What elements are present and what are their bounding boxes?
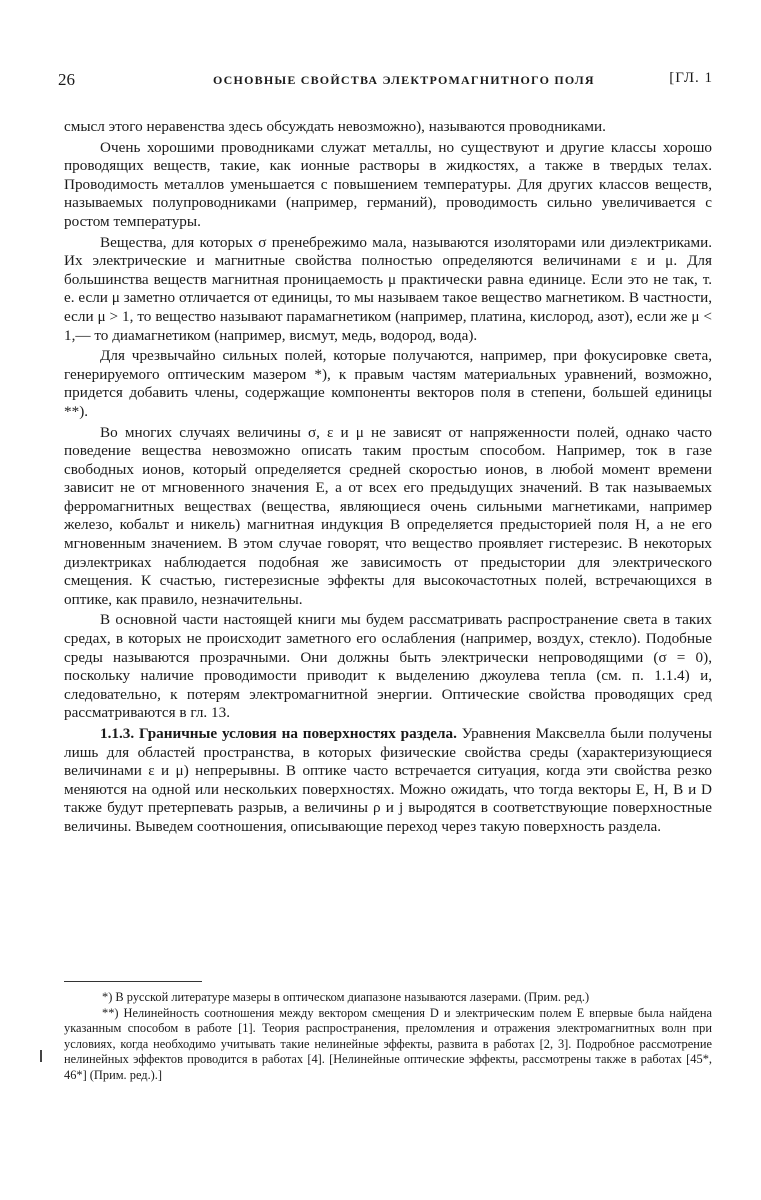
page-header: [58, 70, 713, 92]
main-text: [64, 118, 712, 837]
footnote-1: *) В русской литературе мазеры в оптическом диапазоне называются лазерами. (Прим. ред.): [102, 990, 590, 1004]
footnotes: [64, 990, 712, 1084]
footnote-divider: [64, 981, 202, 982]
section-heading: 1.1.3. Граничные условия на поверхностях раздела.: [100, 725, 457, 742]
paragraph-dielectrics: Вещества, для которых σ пренебрежимо мала, называются изоляторами или диэлектриками. Их электрические и магнитные свойства полностью определяются величинами ε и μ. Для большинства веществ магнитная проницаемость μ практически равна единице. Если это не так, т. е. если μ заметно отличается от единицы, то мы называем такое вещество магнетиком. В частности, если μ > 1, то вещество называют парамагнетиком (например, платина, кислород, азот), если же μ < 1,— то диамагнетиком (например, висмут, медь, водород, вода).: [64, 233, 712, 344]
section-text: Уравнения Максвелла были получены лишь для областей пространства, в которых физические свойства среды (характеризующиеся величинами ε и μ) непрерывны. В оптике часто встречается ситуация, когда эти свойства резко меняются на одной или нескольких поверхностях. Можно ожидать, что тогда векторы E, H, B и D также будут претерпевать разрыв, а величины ρ и j выродятся в соответствующие поверхностные величины. Выведем соотношения, описывающие переход через такую поверхность раздела.: [64, 725, 712, 835]
section-paragraph: [64, 725, 712, 837]
chapter-reference: [ГЛ. 1: [669, 70, 713, 86]
paragraph-continued: смысл этого неравенства здесь обсуждать невозможно), называются проводниками.: [64, 118, 606, 135]
paragraph-transparent-media: В основной части настоящей книги мы будем рассматривать распространение света в таких средах, в которых не происходит заметного его ослабления (например, воздух, стекло). Подобные среды называются прозрачными. Они должны быть электрически непроводящими (σ = 0), поскольку наличие проводимости приводит к выделению джоулева тепла (см. п. 1.1.4) и, следовательно, к потерям электромагнитной энергии. Оптические свойства проводящих сред рассматриваются в гл. 13.: [64, 611, 712, 722]
running-title: ОСНОВНЫЕ СВОЙСТВА ЭЛЕКТРОМАГНИТНОГО ПОЛЯ: [213, 73, 595, 87]
paragraph-strong-fields: Для чрезвычайно сильных полей, которые получаются, например, при фокусировке света, генерируемого оптическим мазером *), к правым частям материальных уравнений, возможно, придется добавить члены, содержащие компоненты векторов поля в степени, большей единицы **).: [64, 347, 712, 420]
margin-mark: [40, 1050, 42, 1062]
page-number: 26: [58, 70, 75, 89]
paragraph-hysteresis: Во многих случаях величины σ, ε и μ не зависят от напряженности полей, однако часто поведение вещества невозможно описать таким простым способом. Например, ток в газе свободных ионов, который определяется средней скоростью ионов, в любой момент времени зависит не от мгновенного значения E, а от всех его предыдущих значений. В так называемых ферромагнитных веществах (вещества, являющиеся очень сильными магнетиками, например железо, кобальт и никель) магнитная индукция B определяется предысторией поля H, а не его мгновенным значением. В этом случае говорят, что вещество проявляет гистерезис. В некоторых диэлектриках наблюдается подобная же зависимость от предыстории для электрического смещения. К счастью, гистерезисные эффекты для высокочастотных полей, встречающихся в оптике, как правило, незначительны.: [64, 423, 712, 608]
paragraph-conductors: Очень хорошими проводниками служат металлы, но существуют и другие классы хорошо проводящих веществ, такие, как ионные растворы в жидкостях, а также в твердых телах. Проводимость металлов уменьшается с повышением температуры. Для других классов веществ, называемых полупроводниками (например, германий), проводимость сильно увеличивается с ростом температуры.: [64, 138, 712, 230]
footnote-2: **) Нелинейность соотношения между вектором смещения D и электрическим полем E впервые была найдена указанным способом в работе [1]. Теория распространения, преломления и отражения электромагнитных волн при условиях, когда необходимо учитывать такие нелинейные эффекты, развита в работах [2, 3]. Подробное рассмотрение нелинейных эффектов проводится в работах [4]. [Нелинейные оптические эффекты, рассмотрены также в работах [45*, 46*] (Прим. ред.).]: [64, 1005, 712, 1082]
